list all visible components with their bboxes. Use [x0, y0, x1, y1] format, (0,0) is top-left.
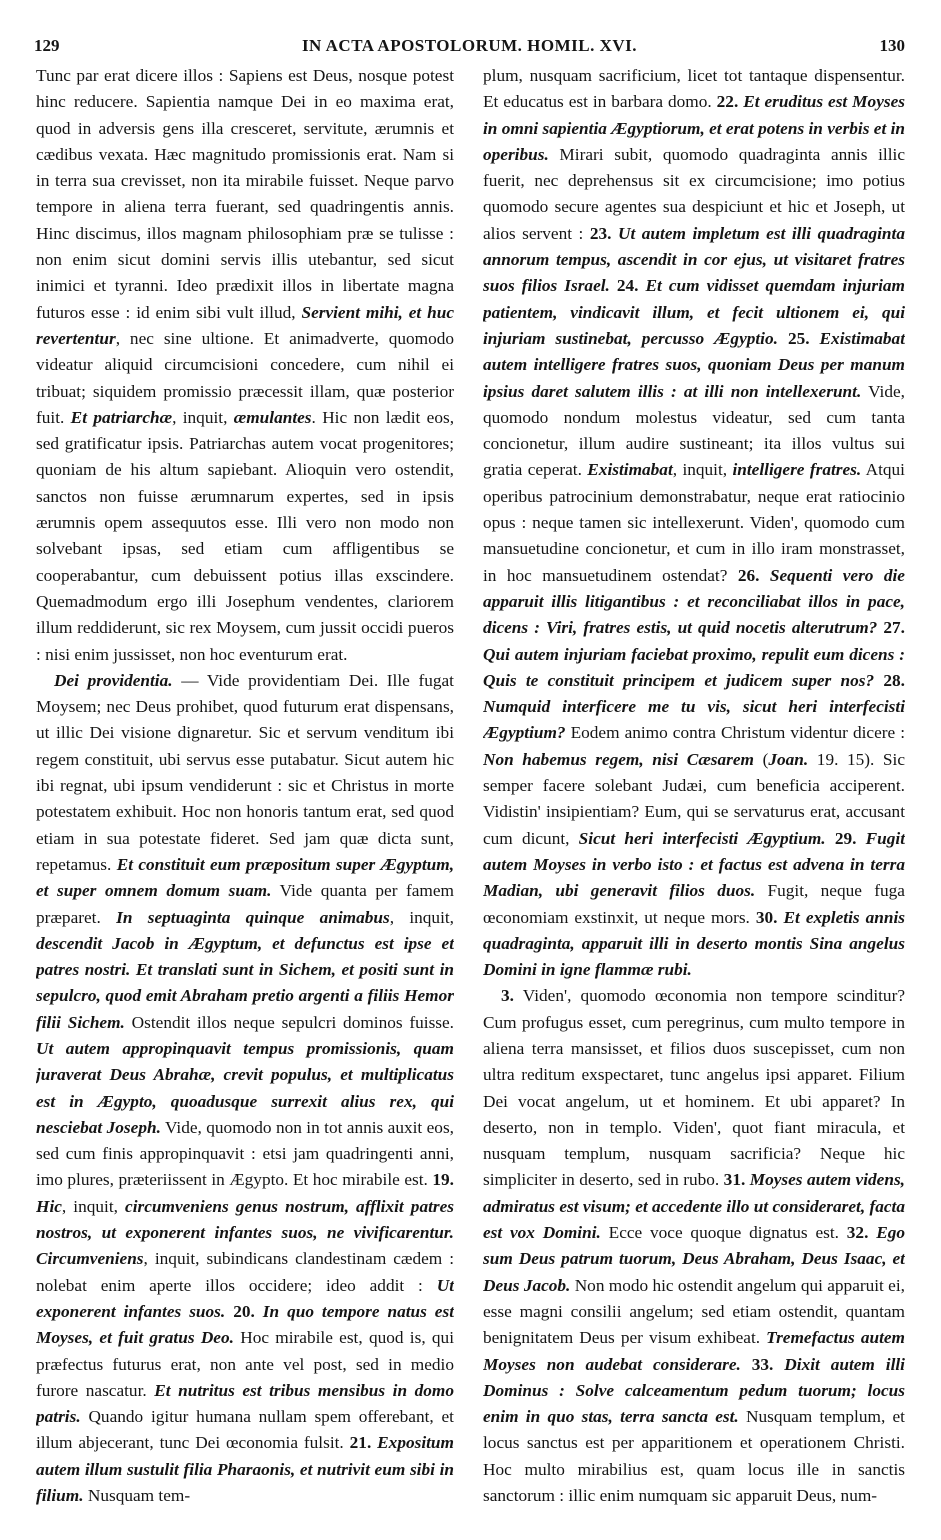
verse-number: 33.	[751, 1354, 774, 1374]
quotation-text: æmulantes	[233, 407, 312, 427]
body-text: Vide, quomodo non in tot annis auxit eos, sed cum finis appropinquavit : etsi jam quadringenti anni, imo plures, præteriissent in Ægypto. Et hoc mirabile est.	[36, 1117, 454, 1190]
body-text: 19. 15). Sic semper facere solebant Judæi, cum beneficia acciperent. Vidistin' insipientiam? Eum, qui se servaturus erat, accusant cum dicunt,	[483, 749, 905, 848]
quotation-text: Dixit autem illi Dominus : Solve calceamentum pedum tuorum; locus enim in quo stas, terra sancta est.	[483, 1354, 905, 1427]
body-text: , inquit,	[172, 407, 234, 427]
body-text: (	[754, 749, 769, 769]
body-text: Atqui operibus patrocinium demonstrabatur, neque erat ratiocinio opus : neque tamen sic intellexerunt. Viden', quomodo cum mansuetudine concionetur, et cum in illo iram monstrasset, in hoc mansuetudinem ostendat?	[483, 460, 905, 585]
body-text	[741, 1355, 752, 1374]
verse-number: 29.	[834, 828, 857, 848]
body-text: , inquit,	[389, 907, 454, 927]
quotation-text: In quo tempore natus est Moyses, et fuit gratus Deo.	[36, 1301, 454, 1348]
verse-number: 24.	[616, 276, 639, 296]
body-text: Tunc par erat dicere illos : Sapiens est Deus, nosque potest hinc reducere. Sapientia namque Dei in eo maxima erat, quod in adversis gens illa cresceret, servitute, ærumnis et cædibus vexata. Hæc magnitudo promissionis erat. Nam si in terra sua crevisset, non ita mirabile fuisset. Neque parvo tempore in aliena terra fuerant, sed quadringentis annis. Hinc discimus, illos magnam philosophiam præ se tulisse : non enim sicut domini servis illis utebantur, sed sicut inimici et tyranni. Ideo prædixit illos in libertate magna futuros esse : id enim sibi vult illud,	[36, 66, 454, 322]
body-text: Ostendit illos neque sepulcri dominos fuisse.	[124, 1012, 454, 1032]
quotation-text: Ut exponerent infantes suos.	[36, 1275, 454, 1321]
body-text: Mirari subit, quomodo quadraginta annis illic fuerit, nec deprehensus sit ex circumcisione; imo potius quomodo secure agentes sua despiciunt et hic et Joseph, ut alios servent :	[483, 144, 905, 243]
quotation-text: Fugit autem Moyses in verbo isto : et factus est advena in terra Madian, ubi generavit filios duos.	[483, 828, 905, 901]
verse-number: 20.	[233, 1301, 255, 1321]
verse-number: 32.	[846, 1223, 869, 1243]
paragraph	[483, 63, 905, 983]
verse-number: 19.	[432, 1170, 454, 1190]
verse-number: 23.	[589, 223, 612, 243]
body-text: Fugit, neque fuga œconomiam exstinxit, ut neque mors.	[483, 881, 905, 927]
body-text: Quando igitur humana nullam spem offerebant, et illum abjecerant, tunc Dei œconomia fulsit.	[36, 1407, 454, 1453]
verse-number: 30.	[755, 907, 778, 927]
body-text: Vide, quomodo nondum molestus videatur, sed cum tanta concionetur, illum audire sustineant; ita illos vultus sui gratia ceperat.	[483, 381, 905, 480]
quotation-text: Et patriarchæ	[70, 407, 173, 427]
body-text: , inquit,	[672, 460, 733, 480]
verse-number: 21.	[349, 1433, 372, 1453]
quotation-text: Et nutritus est tribus mensibus in domo patris.	[36, 1380, 454, 1427]
quotation-text: Moyses autem videns, admiratus est visum; et accedente illo ut consideraret, facta est vox Domini.	[483, 1170, 905, 1243]
body-text	[856, 829, 865, 848]
paragraph	[36, 668, 454, 1510]
quotation-text: Existimabat	[587, 460, 673, 480]
page-header	[34, 36, 905, 62]
body-text: Eodem animo contra Christum videntur dicere :	[565, 723, 905, 743]
body-text: Hoc mirabile est, quod is, qui præfectus futurus erat, non ante vel post, sed in medio furore nascatur.	[36, 1328, 454, 1400]
body-text	[874, 671, 883, 690]
quotation-text: Qui autem injuriam faciebat proximo, repulit eum dicens : Quis te constituit principem et judicem super nos?	[483, 644, 905, 690]
verse-number: 28.	[883, 670, 905, 690]
body-text: Nusquam tem-	[83, 1486, 191, 1506]
quotation-text: Sicut heri interfecisti Ægyptium.	[578, 828, 826, 848]
quotation-text: Existimabat autem intelligere fratres suos, quoniam Deus per manum ipsius daret salutem illis : at illi non intellexerunt.	[483, 328, 905, 401]
quotation-text: Ut autem impletum est illi quadraginta annorum tempus, ascendit in cor ejus, ut visitaret fratres suos filios Israel.	[483, 223, 905, 296]
quotation-text: In septuaginta quinque animabus	[116, 907, 390, 927]
body-text	[255, 1302, 263, 1321]
quotation-text: Ego sum Deus patrum tuorum, Deus Abraham, Deus Isaac, et Deus Jacob.	[483, 1223, 905, 1295]
body-text	[773, 1355, 784, 1374]
quotation-text: Et constituit eum præpositum super Ægyptum, et super omnem domum suam.	[36, 854, 454, 901]
body-text: , inquit,	[61, 1196, 126, 1216]
quotation-text: Tremefactus autem Moyses non audebat considerare.	[483, 1328, 905, 1374]
body-text: Non modo hic ostendit angelum qui apparuit ei, esse magni consilii angelum; sed etiam ostendit, quantam benignitatem Deus per visum exhibeat.	[483, 1275, 905, 1348]
body-text: Nusquam templum, et locus sanctus est per apparitionem et operationem Christi. Hoc multo mirabilius est, quam locus ille in sanctis sanctorum : illic enim numquam sic apparuit Deus, num-	[483, 1407, 905, 1506]
verse-number: 31.	[723, 1170, 746, 1190]
right-column	[483, 63, 905, 1533]
verse-number: 27.	[883, 618, 905, 638]
quotation-text: circumveniens genus nostrum, afflixit patres nostros, ut exponerent infantes suos, ne vivificarentur. Circumveniens	[36, 1196, 454, 1269]
verse-number: 26.	[737, 565, 760, 585]
body-text: Ecce voce quoque dignatus est.	[600, 1223, 847, 1243]
running-title: IN ACTA APOSTOLORUM. HOMIL. XVI.	[301, 36, 638, 55]
body-text	[778, 329, 788, 348]
verse-number: 22.	[716, 92, 739, 112]
body-text	[610, 276, 617, 295]
quotation-text: Numquid interficere me tu vis, sicut heri interfecisti Ægyptium?	[483, 697, 905, 743]
quotation-text: Et eruditus est Moyses in omni sapientia Ægyptiorum, et erat potens in verbis et in operibus.	[483, 92, 905, 164]
quotation-text: descendit Jacob in Ægyptum, et defunctus est ipse et patres nostri. Et translati sunt in Sichem, et positi sunt in sepulcro, quod emit Abraham pretio argenti a filiis Hemor filii Sichem.	[36, 933, 454, 1032]
body-text: , nec sine ultione. Et animadverte, quomodo videatur aliquid circumcisioni concedere, cum nihil ei tribuat; siquidem promissio præcessit illam, quæ posterior fuit.	[36, 328, 454, 427]
body-text: plum, nusquam sacrificium, licet tot tantaque dispensentur. Et educatus est in barbara domo.	[483, 66, 905, 112]
paragraph	[483, 983, 905, 1509]
body-text: — Vide providentiam Dei. Ille fugat Moysem; nec Deus prohibet, quod futurum erat dispensans, ut illic Dei visione dignaretur. Sic et servum venditum ibi regem constituit, ubi servus esse putabatur. Sicut autem hic ibi regnat, ubi ipsum vendiderunt : sic et Christus in morte potestatem exhibuit. Hoc non honoris tantum erat, sed quod etiam in sua potestate fideret. Sed jam quæ dicta sunt, repetamus.	[36, 670, 454, 874]
verse-number: 25.	[787, 328, 810, 348]
verse-number: 3.	[501, 986, 514, 1006]
quotation-text: Servient mihi, et huc revertentur	[36, 302, 454, 348]
quotation-text: Dei providentia.	[54, 670, 173, 690]
body-text: , inquit, subindicans clandestinam cædem : nolebat enim aperte illos occidere; ideo addit :	[36, 1249, 454, 1295]
quotation-text: Ut autem appropinquavit tempus promissionis, quam juraverat Deus Abrahæ, crevit populus, et multiplicatus est in Ægypto, quoadusque surrexit alius rex, qui nesciebat Joseph.	[36, 1038, 454, 1137]
page-number-right: 130	[879, 36, 905, 55]
paragraph	[36, 63, 454, 668]
quotation-text: Et cum vidisset quemdam injuriam patientem, vindicavit illum, et fecit ultionem ei, qui injuriam sustinebat, percusso Ægyptio.	[483, 276, 905, 348]
body-text	[639, 276, 646, 295]
page-number-left: 129	[34, 36, 60, 55]
body-text	[826, 829, 835, 848]
left-column	[36, 63, 454, 1533]
quotation-text: Et expletis annis quadraginta, apparuit illi in deserto montis Sina angelus Domini in igne flammæ rubi.	[483, 907, 905, 980]
quotation-text: Non habemus regem, nisi Cæsarem	[483, 749, 755, 769]
body-text: Vide quanta per famem præparet.	[36, 881, 454, 927]
body-text	[225, 1302, 233, 1321]
quotation-text: Expositum autem illum sustulit filia Pharaonis, et nutrivit eum sibi in filium.	[36, 1433, 454, 1506]
quotation-text: intelligere fratres.	[732, 460, 862, 480]
body-text	[759, 566, 769, 585]
body-text: Viden', quomodo œconomia non tempore scinditur? Cum profugus esset, cum peregrinus, cum multo tempore in aliena terra mansisset, et filios duos suscepisset, cum non ultra reditum exspectaret, tunc angelus ipsi apparet. Filium Dei vocat angelum, ut et hominem. Et ubi apparet? In deserto, non in templo. Viden', quot fiant miracula, et nusquam templum, nusquam sacrificia? Neque hic simpliciter in deserto, sed in rubo.	[483, 986, 905, 1190]
quotation-text: Sequenti vero die apparuit illis litigantibus : et reconciliabat illos in pace, dicens : Viri, fratres estis, ut quid nocetis alterutrum?	[483, 565, 905, 638]
quotation-text: Hic	[36, 1196, 62, 1216]
quotation-text: Joan.	[768, 749, 809, 769]
body-text	[810, 329, 820, 348]
body-text: . Hic non lædit eos, sed gratificatur ipsis. Patriarchas autem vocat progenitores; quoniam de his altum sapiebant. Alioquin vero ostendit, sanctos non fuisse ærumnarum expertes, sed in ipsis ærumnis opem assequutos esse. Illi vero non modo non solvebant ipsas, sed etiam cum affligentibus se cooperabantur, cum debuissent potius illas exscindere. Quemadmodum ergo illi Josephum vendentes, clariorem illum reddiderunt, sic rex Moysem, cum jussit occidi pueros : nisi enim jussisset, non hoc eventurum erat.	[36, 407, 454, 664]
